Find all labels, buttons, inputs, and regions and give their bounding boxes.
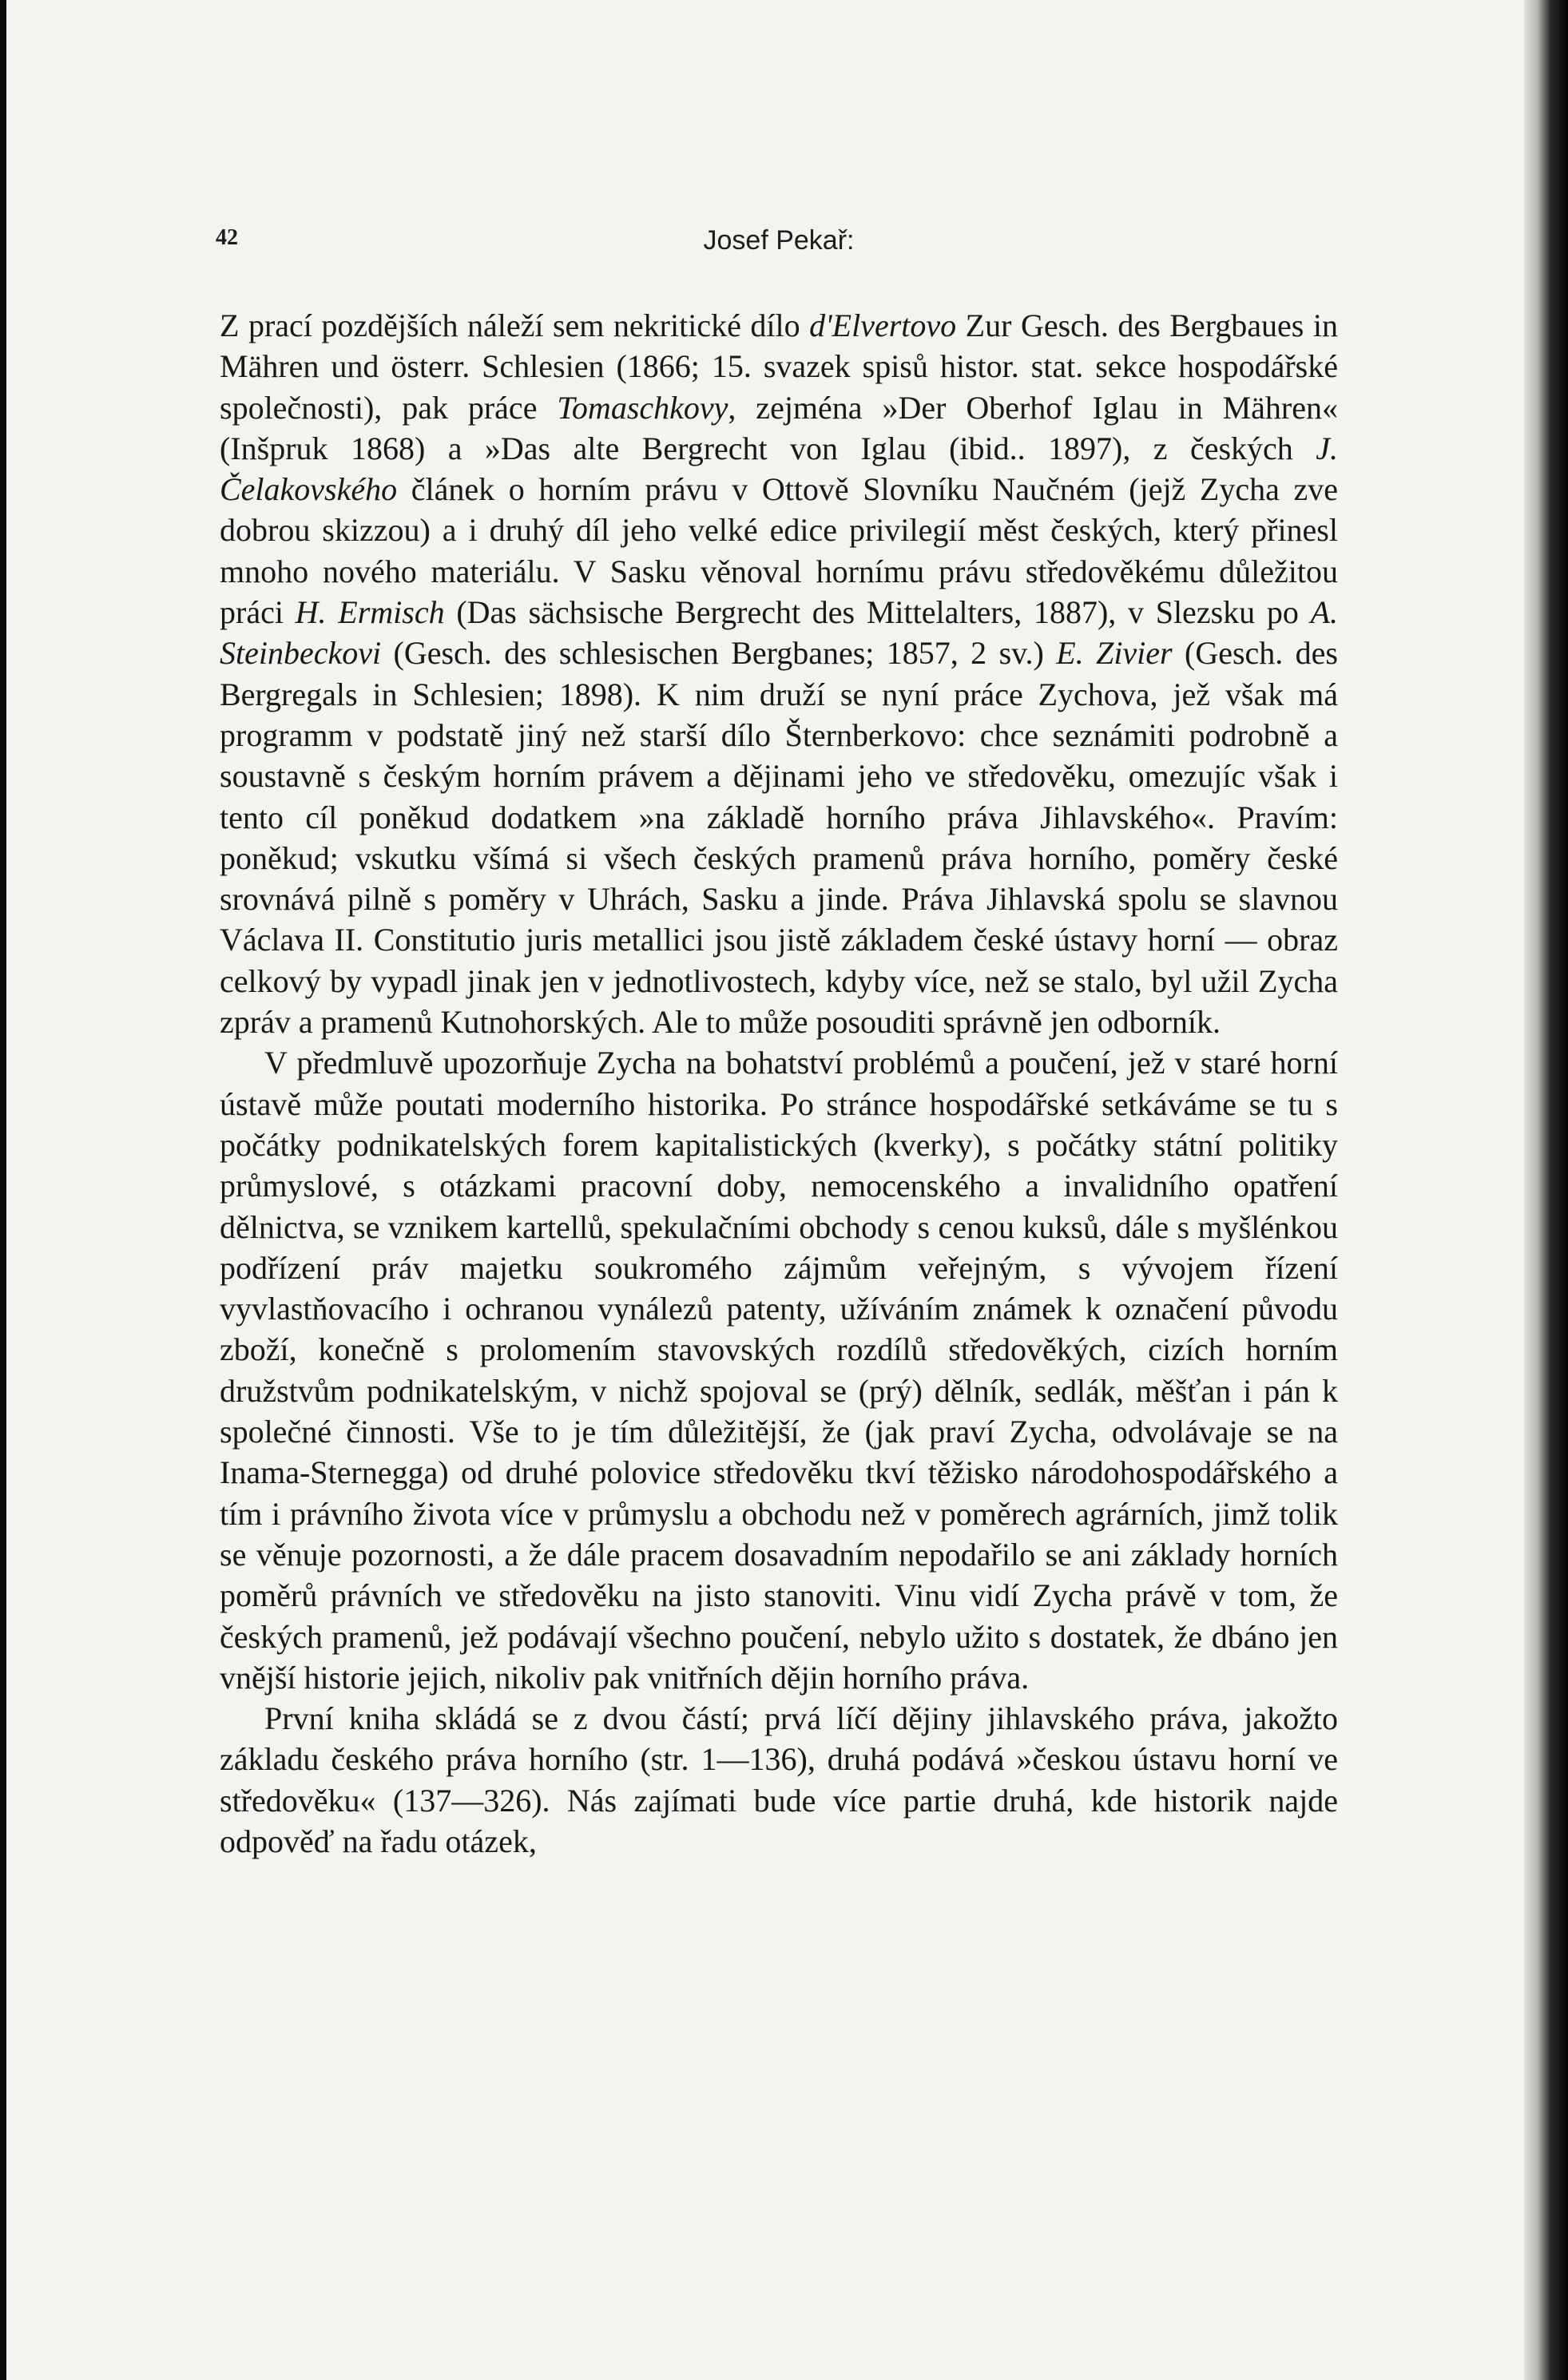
paragraph-1 — [220, 305, 1338, 1042]
running-title: Josef Pekař: — [703, 225, 855, 256]
text-run: První kniha skládá se z dvou částí; prvá líčí dějiny jihlavského práva, jakožto základu českého práva horního (str. 1—136), druhá podává »českou ústavu horní ve středověku« (137—326). Nás zajímati bude více partie druhá, kde historik najde odpověď na řadu otázek, — [220, 1700, 1338, 1859]
author-name: Tomaschkovy — [557, 389, 728, 426]
text-run: V předmluvě upozorňuje Zycha na bohatství problémů a poučení, jež v staré horní ústavě může poutati moderního historika. Po stránce hospodářské setkáváme se tu s počátky podnikatelských forem kapitalistických (kverky), s počátky státní politiky průmyslové, s otázkami pracovní doby, nemocenského a invalidního opatření dělnictva, se vznikem kartellů, spekulačními obchody s cenou kuksů, dále s myšlénkou podřízení práv majetku soukromého zájmům veřejným, s vývojem řízení vyvlastňovacího i ochranou vynálezů patenty, užíváním známek k označení původu zboží, konečně s prolomením stavovských rozdílů středověkých, cizích horním družstvům podnikatelským, v nichž spojoval se (prý) dělník, sedlák, měšťan i pán k společné činnosti. Vše to je tím důležitější, že (jak praví Zycha, odvolávaje se na Inama-Sternegga) od druhé polovice středověku tkví těžisko národohospodářského a tím i právního života více v průmyslu a obchodu než v poměrech agrárních, jimž tolik se věnuje pozornosti, a že dále pracem dosavadním nepodařilo se ani základy horních poměrů právních ve středověku na jisto stanoviti. Vinu vidí Zycha právě v tom, že českých pramenů, jež podávají všechno poučení, nebylo užito s dostatek, že dbáno jen vnější historie jejich, nikoliv pak vnitřních dějin horního práva. — [220, 1045, 1338, 1696]
author-name: H. Ermisch — [295, 594, 445, 631]
paragraph-3 — [220, 1698, 1338, 1862]
text-run: Z prací pozdějších náleží sem nekritické dílo — [220, 307, 810, 343]
text-run: Zur Gesch. des Bergbaues in Mähren und österr. Schlesien (1866; 15. svazek spisů histor. stat. sekce hospodářské společnosti), pak práce — [220, 307, 1338, 426]
author-name: E. Zivier — [1056, 635, 1173, 672]
page-header — [216, 225, 1342, 260]
page-edge-shadow — [1524, 0, 1568, 2380]
author-name: A. Steinbeckovi — [220, 594, 1339, 672]
author-name: J. Čelakovského — [220, 430, 1338, 508]
author-name: d'Elvertovo — [809, 307, 957, 343]
body-text — [220, 305, 1338, 1862]
paragraph-2 — [220, 1042, 1338, 1698]
text-run: , zejména »Der Oberhof Iglau in Mähren« (Inšpruk 1868) a »Das alte Bergrecht von Iglau (ibid.. 1897), z českých — [220, 389, 1339, 466]
text-run: článek o horním právu v Ottově Slovníku Naučném (jejž Zycha zve dobrou skizzou) a i druhý díl jeho velké edice privilegií měst českých, který přinesl mnoho nového materiálu. V Sasku věnoval hornímu právu středověkému důležitou práci — [220, 471, 1338, 631]
text-run: (Das sächsische Bergrecht des Mittelalters, 1887), v Slezsku po — [444, 594, 1311, 631]
page-number: 42 — [216, 225, 238, 250]
text-run: (Gesch. des schlesischen Bergbanes; 1857, 2 sv.) — [381, 635, 1057, 672]
text-run: (Gesch. des Bergregals in Schlesien; 1898). K nim druží se nyní práce Zychova, jež však má programm v podstatě jiný než starší dílo Šternberkovo: chce seznámiti podrobně a soustavně s českým horním právem a dějinami jeho ve středověku, omezujíc však i tento cíl poněkud dodatkem »na základě horního práva Jihlavského«. Pravím: poněkud; vskutku všímá si všech českých pramenů práva horního, poměry české srovnává pilně s poměry v Uhrách, Sasku a jinde. Práva Jihlavská spolu se slavnou Václava II. Constitutio juris metallici jsou jistě základem české ústavy horní — obraz celkový by vypadl jinak jen v jednotlivostech, kdyby více, než se stalo, byl užil Zycha zpráv a pramenů Kutnohorských. Ale to může posouditi správně jen odborník. — [220, 635, 1338, 1041]
